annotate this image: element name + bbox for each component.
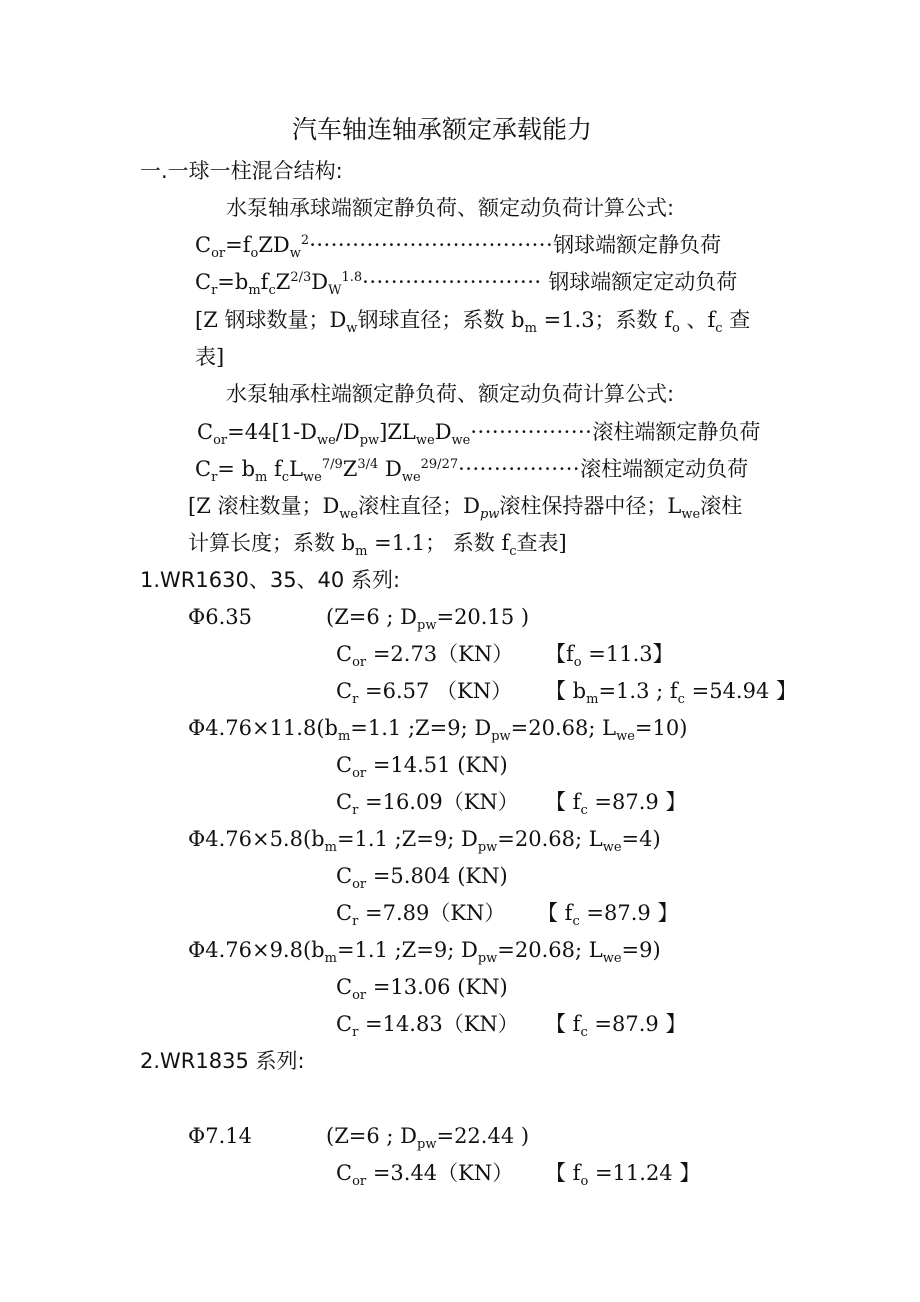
cr-value: =14.83（KN） [364, 1012, 519, 1036]
spec-tail2: =20.68; L [510, 716, 617, 740]
page-title [292, 116, 592, 144]
ball-static-desc: 钢球端额定静负荷 [553, 233, 722, 257]
roller-note-line2: 计算长度；系数 $b_m =1.1$； 系数 $f_c$查表] [188, 531, 567, 560]
series2-heading [140, 1047, 305, 1075]
ball-note-end-text: 表] [195, 345, 225, 369]
roller-static-formula: $C_{or}=44[1-D_{we}/D_{pw}]ZL_{we}D_{we}\cdot\cdot\cdot\cdot\cdot\cdot\cdot\cdot\cdot\cdot\cdot\cdot\cdot\cdot\cdot\cdot\cdot$滚柱端额定静负荷 [197, 420, 761, 449]
cor-value: =5.804 (KN) [372, 864, 508, 888]
fc-note: 【 $f_c =87.9$ 】 [545, 1012, 687, 1041]
ball-note-part5: 查 [722, 308, 751, 332]
spec-tail3: =9) [621, 938, 661, 962]
ball-note-part4: 、f [679, 308, 716, 332]
bm-fc-note: 【 $b_m=1.3$ ; $f_c =54.94$ 】 [545, 679, 798, 708]
spec-params: (Z=6 ; $D_{pw}=22.44$ ) [326, 1124, 530, 1153]
cor-value: =14.51 (KN) [372, 753, 508, 777]
fc-value: =87.9 】 [587, 790, 687, 814]
spec-text: Φ4.76×5.8(b [188, 827, 325, 851]
roller-static-desc: 滚柱端额定静负荷 [592, 420, 761, 444]
spec-tail2: =20.68; L [497, 827, 603, 851]
cor-line: $C_{or} =14.51$ (KN) [336, 753, 508, 782]
roller-subheading [226, 380, 674, 408]
roller-note-part4: 滚柱 [700, 494, 743, 518]
series1-heading-text: 1.WR1630、35、40 系列: [140, 568, 401, 592]
cr-line: $C_r =16.09(KN)$ [336, 790, 519, 819]
ball-dynamic-desc: 钢球端额定定动负荷 [548, 270, 738, 294]
spec-text: Φ7.14 [188, 1124, 252, 1148]
cor-value: =2.73（KN） [372, 642, 514, 666]
spec-line: $\Phi 4.76\times 5.8(b_m=1.1$ ;Z=9; $D_{pw}=20.68$; $L_{we}=4$) [188, 827, 661, 856]
fo-value: =11.3】 [581, 642, 674, 666]
fo-label: 【f [545, 642, 574, 666]
cor-line: $C_{or} =3.44(KN)$ [336, 1161, 514, 1190]
roller-note2-part2: =1.1； 系数 f [367, 531, 510, 555]
cor-value: =3.44（KN） [372, 1161, 514, 1185]
fc-value: =87.9 】 [587, 1012, 687, 1036]
roller-note-part3: 滚柱保持器中径；L [499, 494, 682, 518]
ball-dynamic-formula: $C_r=b_mf_cZ^{2/3}D_W^{1.8}\cdot\cdot\cdot\cdot\cdot\cdot\cdot\cdot\cdot\cdot\cdot\cdot\cdot\cdot\cdot\cdot\cdot\cdot\cdot\cdot\cdot\cdot\cdot\cdot\cdot$ 钢球端额定定动负荷 [195, 270, 738, 299]
section-heading-text: 一.一球一柱混合结构: [140, 159, 343, 183]
spec-line: $\Phi 4.76\times 9.8(b_m=1.1$ ;Z=9; $D_{pw}=20.68$; $L_{we}=9$) [188, 938, 661, 967]
cr-line: $C_r =7.89(KN)$ [336, 901, 506, 930]
params-tail: =20.15 ) [436, 605, 530, 629]
spec-tail: =1.1 ;Z=9; D [336, 827, 478, 851]
cr-value: =16.09（KN） [364, 790, 519, 814]
roller-dynamic-formula: $C_r= b_m$ $f_cL_{we}^{7/9}Z^{3/4}$ $D_{we}^{29/27}\cdot\cdot\cdot\cdot\cdot\cdot\cdot\cdot\cdot\cdot\cdot\cdot\cdot\cdot\cdot\cdot\cdot$滚柱端额定动负荷 [195, 457, 749, 486]
ball-subheading [226, 194, 674, 222]
ball-subheading-text: 水泵轴承球端额定静负荷、额定动负荷计算公式: [226, 196, 675, 220]
cr-value: =7.89（KN） [364, 901, 506, 925]
params-tail: =22.44 ) [436, 1124, 530, 1148]
fc-label: 【 f [545, 1012, 581, 1036]
series1-heading [140, 566, 400, 594]
cr-value: =6.57 （KN） [364, 679, 513, 703]
spec-tail3: =10) [634, 716, 688, 740]
fc-value: =87.9 】 [579, 901, 679, 925]
bm-label: 【 b [545, 679, 587, 703]
section-heading [140, 157, 343, 185]
cor-value: =13.06 (KN) [372, 975, 508, 999]
spec-text: Φ6.35 [188, 605, 252, 629]
roller-note-part1: [Z 滚柱数量；D [188, 494, 340, 518]
cor-line: $C_{or} =13.06$ (KN) [336, 975, 508, 1004]
spec-tail: =1.1 ;Z=9; D [336, 938, 478, 962]
ball-note: [Z 钢球数量；$D_w$钢球直径；系数 $b_m =1.3$；系数 $f_o$ 、$f_c$ 查 [195, 308, 751, 337]
spec-params: (Z=6 ; $D_{pw}=20.15$ ) [326, 605, 530, 634]
fc-label: 【 f [537, 901, 573, 925]
ball-static-formula: $C_{or}=f_oZD_w^2\cdot\cdot\cdot\cdot\cdot\cdot\cdot\cdot\cdot\cdot\cdot\cdot\cdot\cdot\cdot\cdot\cdot\cdot\cdot\cdot\cdot\cdot\cdot\cdot\cdot\cdot\cdot\cdot\cdot\cdot\cdot\cdot\cdot\cdot$钢球端额定静负荷 [195, 233, 722, 262]
roller-note-part2: 滚柱直径；D [358, 494, 480, 518]
fc-note: 【 $f_c =87.9$ 】 [545, 790, 687, 819]
ball-note-part2: 钢球直径；系数 b [357, 308, 525, 332]
fo-label: 【 f [545, 1161, 581, 1185]
roller-note: [Z 滚柱数量；$D_{we}$滚柱直径；$D_{pw}$滚柱保持器中径；$L_{we}$滚柱 [188, 494, 743, 523]
roller-subheading-text: 水泵轴承柱端额定静负荷、额定动负荷计算公式: [226, 382, 675, 406]
fo-value: =11.24 】 [588, 1161, 701, 1185]
spec-line [188, 603, 252, 631]
page-title-text: 汽车轴连轴承额定承载能力 [292, 115, 593, 144]
spec-text: Φ4.76×9.8(b [188, 938, 325, 962]
cor-line: $C_{or} =5.804$ (KN) [336, 864, 508, 893]
spec-line: $\Phi 4.76\times 11.8(b_m=1.1$ ;Z=9; $D_{pw}=20.68$; $L_{we}=10$) [188, 716, 688, 745]
roller-dynamic-desc: 滚柱端额定动负荷 [580, 457, 749, 481]
fo-note: 【$f_o =11.3$】 [545, 642, 674, 671]
ball-note-end [195, 343, 224, 371]
params-text: (Z=6 ; D [326, 605, 418, 629]
roller-note2-part3: 查表] [516, 531, 567, 555]
cr-line: $C_r =14.83(KN)$ [336, 1012, 519, 1041]
spec-tail3: =4) [621, 827, 661, 851]
series2-heading-text: 2.WR1835 系列: [140, 1049, 305, 1073]
fo-note: 【 $f_o =11.24$ 】 [545, 1161, 701, 1190]
params-text: (Z=6 ; D [326, 1124, 418, 1148]
ball-note-part1: [Z 钢球数量；D [195, 308, 347, 332]
bm-value: =1.3 ; f [598, 679, 678, 703]
cr-line: $C_r =6.57$ （KN） [336, 679, 513, 708]
spec-tail: =1.1 ;Z=9; D [350, 716, 492, 740]
spec-text: Φ4.76×11.8(b [188, 716, 338, 740]
fc-label: 【 f [545, 790, 581, 814]
cor-line: $C_{or} =2.73(KN)$ [336, 642, 514, 671]
roller-note2-part1: 计算长度；系数 b [188, 531, 356, 555]
fc-note: 【 $f_c =87.9$ 】 [537, 901, 679, 930]
fc-value: =54.94 】 [684, 679, 798, 703]
ball-note-part3: =1.3；系数 f [536, 308, 673, 332]
spec-line [188, 1122, 252, 1150]
spec-tail2: =20.68; L [497, 938, 603, 962]
